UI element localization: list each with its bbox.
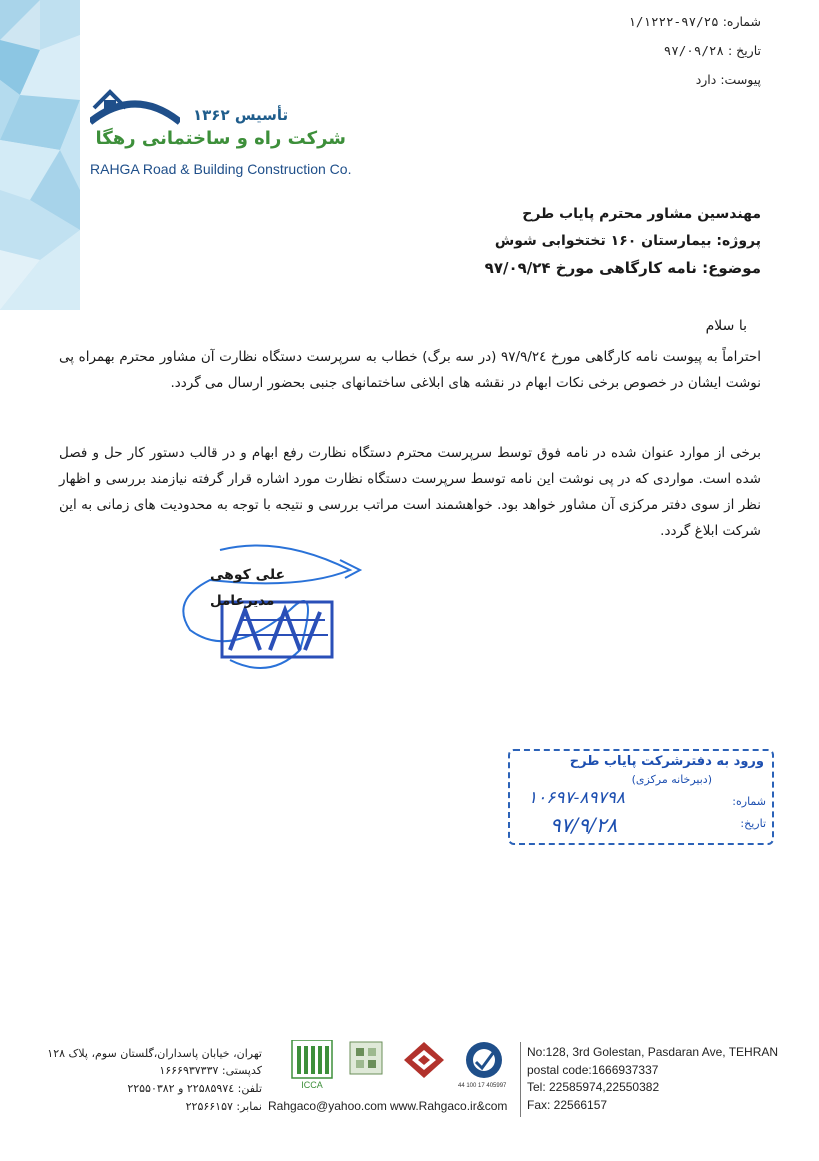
footer-address-fa: تهران، خیابان پاسداران،گلستان سوم، پلاک ۱۲۸ bbox=[47, 1047, 262, 1060]
stamp-number-label: شماره: bbox=[732, 795, 766, 808]
footer-fax-en: Fax: 22566157 bbox=[527, 1098, 608, 1112]
footer-postal-en: postal code:1666937337 bbox=[527, 1063, 659, 1077]
stamp-title: ورود به دفترشرکت پایاب طرح bbox=[569, 754, 764, 769]
project-line: پروژه: بیمارستان ۱۶۰ تختخوابی شوش bbox=[494, 233, 761, 249]
footer-website[interactable]: www.Rahgaco.ir&com bbox=[390, 1099, 508, 1113]
decorative-band bbox=[0, 0, 80, 310]
icca-label: ICCA bbox=[301, 1080, 323, 1090]
iso-number: 44 100 17 405997 bbox=[458, 1083, 507, 1089]
association-badge-icon bbox=[348, 1040, 384, 1094]
letter-date: تاریخ : ۹۷/۰۹/۲۸ bbox=[663, 43, 761, 58]
stamp-subtitle: (دبیرخانه مرکزی) bbox=[631, 773, 712, 786]
body-paragraph-2: برخی از موارد عنوان شده در نامه فوق توسط سرپرست محترم دستگاه نظارت رفع ابهام و در قالب دستور کار حل و فصل شده است. مواردی که در پی نوشت این نامه توسط سرپرست دستگاه نظارت مورد اشاره قرار گرفته نیازمند بررسی و اظهار نظر از سوی دفتر مرکزی آن مشاور خواهد بود. خواهشمند است مراتب بررسی و نتیجه با توجه به محدودیت های زمانی به این شرکت ابلاغ گردد. bbox=[59, 445, 761, 539]
footer-divider bbox=[520, 1042, 521, 1117]
stamp-date-label: تاریخ: bbox=[740, 817, 766, 830]
greeting: با سلام bbox=[705, 318, 747, 334]
stamp-date-value: ۹۷/۹/۲۸ bbox=[550, 813, 618, 837]
stamp-number-value: ۱۰۶۹۷-۸۹۷۹۸ bbox=[528, 788, 626, 808]
footer-tel-fa: تلفن: ۲۲۵۸۵۹۷٤ و ۲۲۵۵۰۳۸۲ bbox=[127, 1082, 262, 1095]
company-logo-icon bbox=[90, 78, 180, 128]
subject-line: موضوع: نامه کارگاهی مورخ ۹۷/۰۹/۲۴ bbox=[484, 259, 761, 277]
footer-tel-en: Tel: 22585974,22550382 bbox=[527, 1080, 660, 1094]
signature-seal-icon bbox=[150, 540, 370, 690]
footer-fax-fa: نمابر: ۲۲۵۶۶۱۵۷ bbox=[185, 1100, 262, 1113]
letter-attachment: پیوست: دارد bbox=[695, 72, 761, 87]
footer-postal-fa: کدپستی: ۱۶۶۶۹۳۷۳۳۷ bbox=[159, 1064, 262, 1077]
company-name-fa: شرکت راه و ساختمانی رهگا bbox=[95, 128, 346, 149]
signer-title: مدیرعامل bbox=[210, 593, 275, 609]
signer-name: علی کوهی bbox=[210, 567, 286, 583]
icca-badge bbox=[290, 1040, 334, 1094]
body-paragraph-1: احتراماً به پیوست نامه کارگاهی مورخ ۹۷/۹/۲٤ (در سه برگ) خطاب به سرپرست دستگاه نظارت آن مشاور محترم بهمراه پی نوشت ایشان در خصوص برخی نکات ابهام در نقشه های ابلاغی ساختمانهای جنبی بحضور ارسال می گردد. bbox=[59, 349, 761, 391]
received-stamp bbox=[508, 749, 774, 845]
established-year: تأسیس ۱۳۶۲ bbox=[193, 106, 289, 124]
contractors-badge-icon bbox=[402, 1040, 446, 1094]
company-name-en: RAHGA Road & Building Construction Co. bbox=[90, 161, 352, 177]
footer-address-en: No:128, 3rd Golestan, Pasdaran Ave, TEHRAN bbox=[527, 1045, 779, 1059]
addressee-line: مهندسین مشاور محترم پایاب طرح bbox=[522, 206, 761, 222]
footer-email[interactable]: Rahgaco@yahoo.com bbox=[268, 1099, 387, 1113]
letter-number: شماره: ۹۷/۲۵-۱/۱۲۲۲ bbox=[628, 14, 761, 29]
iso-badge-icon bbox=[460, 1040, 516, 1094]
